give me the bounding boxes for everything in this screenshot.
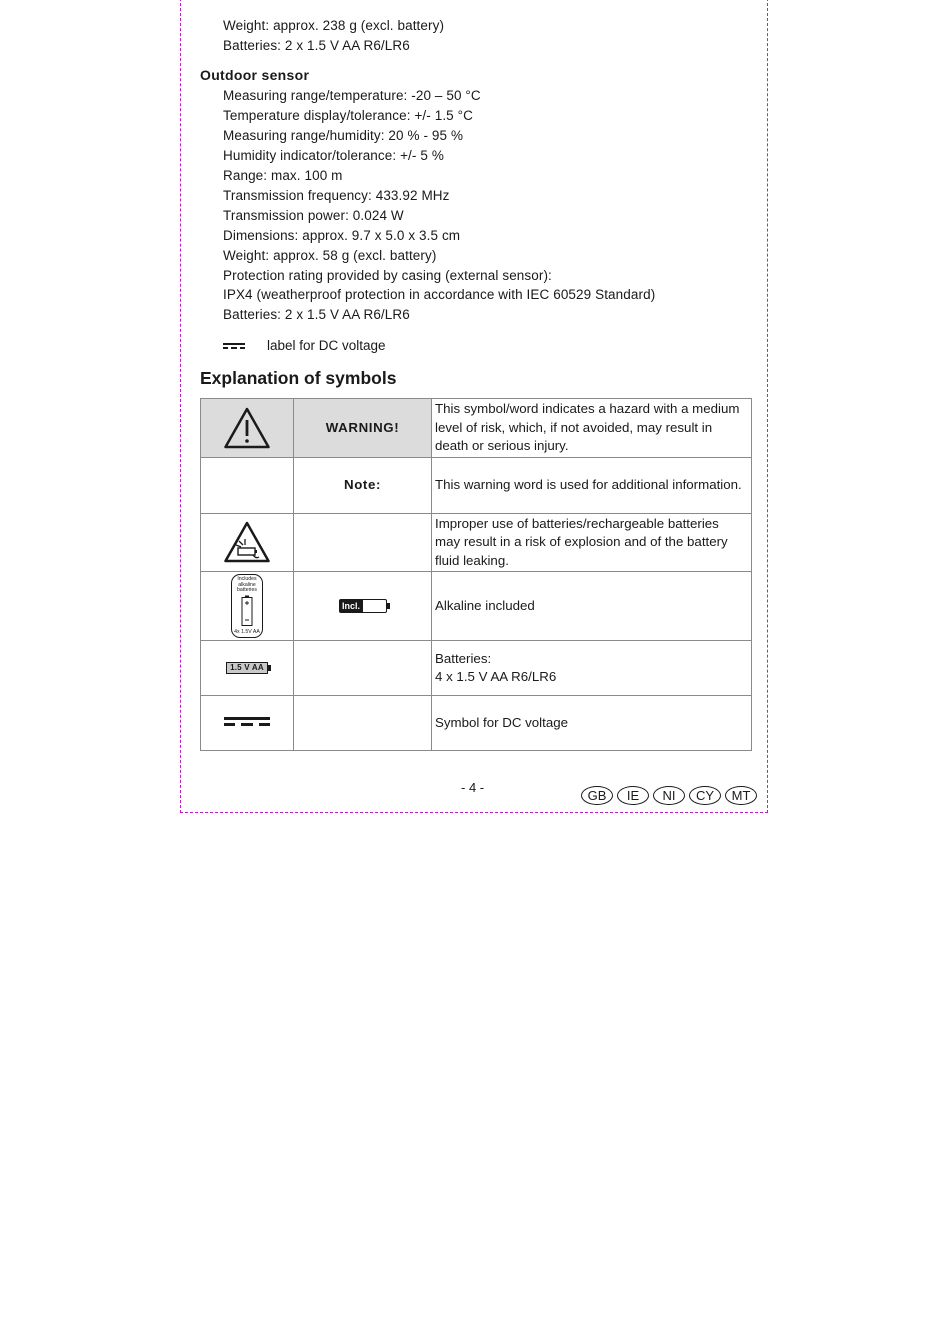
spec-line: Batteries: 2 x 1.5 V AA R6/LR6 (223, 38, 410, 53)
manual-page (180, 0, 768, 813)
symbol-description (432, 641, 752, 696)
dc-voltage-label: label for DC voltage (267, 338, 386, 353)
empty-word-cell (294, 513, 432, 572)
icon-text: batteries (237, 587, 257, 594)
incl-label: Incl. (340, 600, 363, 612)
symbol-description: This symbol/word indicates a hazard with a medium level of risk, which, if not avoided, may result in death or serious injury. (432, 399, 752, 458)
symbol-cell (201, 696, 294, 751)
empty-word-cell (294, 641, 432, 696)
spec-line: Batteries: 2 x 1.5 V AA R6/LR6 (223, 307, 410, 322)
icon-text: Includes (237, 576, 257, 582)
spec-line: Protection rating provided by casing (external sensor): (223, 268, 552, 283)
table-row (201, 457, 752, 513)
symbol-description: Improper use of batteries/rechargeable batteries may result in a risk of explosion and of the battery fluid leaking. (432, 513, 752, 572)
page-number: - 4 - (461, 780, 485, 795)
spec-line: Transmission power: 0.024 W (223, 208, 404, 223)
spec-line: IPX4 (weatherproof protection in accordance with IEC 60529 Standard) (223, 287, 656, 302)
battery-included-cell (294, 572, 432, 641)
spec-line: Measuring range/humidity: 20 % - 95 % (223, 128, 464, 143)
aa-battery-icon (226, 662, 268, 674)
empty-word-cell (294, 696, 432, 751)
note-word: Note: (294, 457, 432, 513)
spec-line: Weight: approx. 238 g (excl. battery) (223, 18, 445, 33)
country-badges (581, 786, 757, 805)
symbol-cell (201, 513, 294, 572)
country-badge-cy: CY (689, 786, 721, 805)
dc-voltage-icon (223, 343, 245, 353)
spec-line: Temperature display/tolerance: +/- 1.5 °C (223, 108, 473, 123)
spec-line: Humidity indicator/tolerance: +/- 5 % (223, 148, 444, 163)
spec-line: Dimensions: approx. 9.7 x 5.0 x 3.5 cm (223, 228, 461, 243)
spec-line: Weight: approx. 58 g (excl. battery) (223, 248, 437, 263)
symbol-cell (201, 641, 294, 696)
symbol-cell (201, 399, 294, 458)
description-line: Batteries: (435, 650, 492, 666)
symbol-description: This warning word is used for additional information. (432, 457, 752, 513)
table-row (201, 513, 752, 572)
country-badge-gb: GB (581, 786, 613, 805)
aa-battery-label: 1.5 V AA (230, 663, 264, 672)
table-row (201, 641, 752, 696)
warning-triangle-icon (223, 406, 271, 450)
alkaline-batteries-included-icon (231, 574, 263, 638)
spec-line: Measuring range/temperature: -20 – 50 °C (223, 88, 481, 103)
country-badge-ni: NI (653, 786, 685, 805)
icon-text: alkaline (238, 581, 256, 588)
symbol-description: Alkaline included (432, 572, 752, 641)
battery-explosion-warning-icon (223, 520, 271, 564)
table-row (201, 572, 752, 641)
table-row (201, 696, 752, 751)
section-title: Explanation of symbols (200, 368, 397, 388)
icon-text: 4x 1.5V AA (234, 629, 260, 636)
symbol-cell (201, 457, 294, 513)
symbol-description: Symbol for DC voltage (432, 696, 752, 751)
dc-voltage-icon (224, 717, 270, 729)
spec-line: Transmission frequency: 433.92 MHz (223, 188, 450, 203)
battery-outline-icon (241, 595, 253, 627)
symbols-table (200, 398, 752, 751)
spec-line: Range: max. 100 m (223, 168, 343, 183)
warning-word: WARNING! (294, 399, 432, 458)
outdoor-sensor-heading: Outdoor sensor (200, 67, 310, 83)
country-badge-mt: MT (725, 786, 757, 805)
symbol-cell (201, 572, 294, 641)
table-row (201, 399, 752, 458)
battery-included-icon (339, 599, 387, 613)
country-badge-ie: IE (617, 786, 649, 805)
description-line: 4 x 1.5 V AA R6/LR6 (435, 669, 557, 684)
